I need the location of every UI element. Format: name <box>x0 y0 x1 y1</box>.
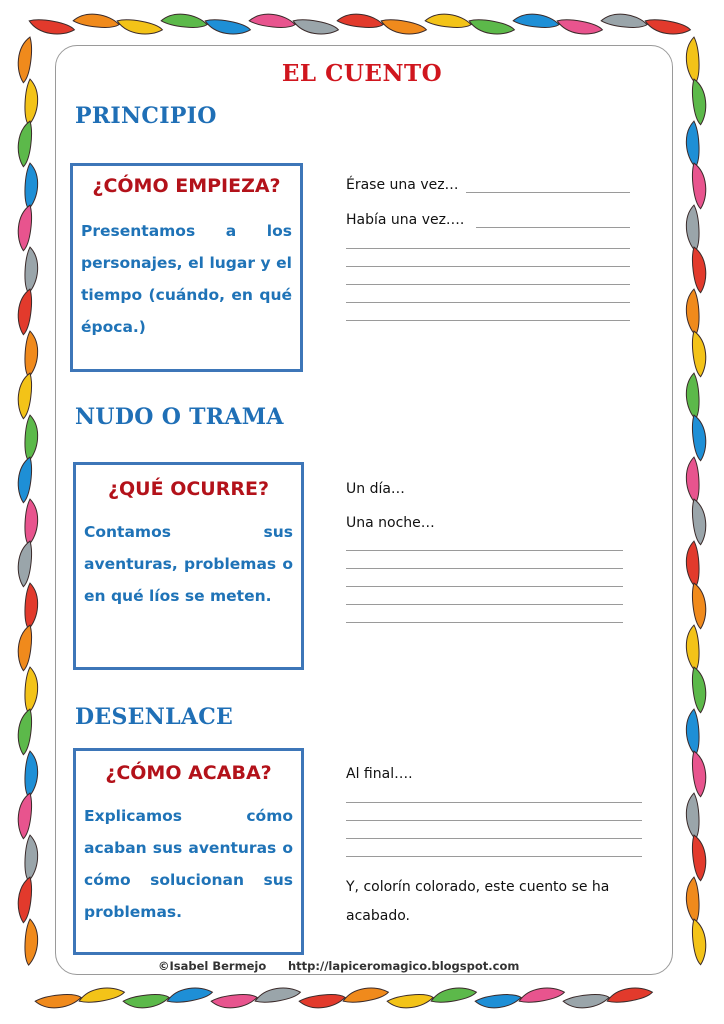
box-title-desenlace: ¿CÓMO ACABA? <box>105 762 272 784</box>
petal-shape <box>556 18 603 37</box>
petal-shape <box>684 877 700 924</box>
petal-shape <box>16 708 32 755</box>
box-title-nudo: ¿QUÉ OCURRE? <box>108 478 269 500</box>
writing-line <box>346 248 630 249</box>
petal-shape <box>116 18 163 37</box>
petal-shape <box>23 751 39 798</box>
petal-shape <box>23 919 39 966</box>
section-heading-nudo: NUDO O TRAMA <box>75 404 284 430</box>
petal-shape <box>691 666 707 713</box>
writing-line <box>346 568 623 569</box>
petal-shape <box>23 247 39 294</box>
petal-shape <box>23 667 39 714</box>
petal-shape <box>211 992 258 1011</box>
prompt-al-final: Al final…. <box>346 766 413 782</box>
petal-shape <box>684 793 700 840</box>
petal-shape <box>691 162 707 209</box>
writing-line <box>476 227 630 228</box>
petal-shape <box>425 11 472 30</box>
petal-shape <box>16 204 32 251</box>
petal-shape <box>691 582 707 629</box>
petal-shape <box>249 11 296 30</box>
petal-shape <box>16 792 32 839</box>
petal-shape <box>691 918 707 965</box>
petal-shape <box>563 992 610 1011</box>
petal-shape <box>684 289 700 336</box>
petal-shape <box>691 750 707 797</box>
petal-shape <box>23 835 39 882</box>
petal-shape <box>166 985 213 1004</box>
petal-shape <box>23 163 39 210</box>
petal-shape <box>204 18 251 37</box>
writing-line <box>346 622 623 623</box>
petal-shape <box>430 985 477 1004</box>
petal-shape <box>380 18 427 37</box>
petal-shape <box>684 457 700 504</box>
prompt-una-noche: Una noche… <box>346 515 435 531</box>
petal-shape <box>23 331 39 378</box>
writing-line <box>466 192 630 193</box>
box-desenlace <box>73 748 304 955</box>
petal-shape <box>35 992 82 1011</box>
petal-shape <box>387 992 434 1011</box>
petal-shape <box>16 120 32 167</box>
petal-shape <box>123 992 170 1011</box>
petal-shape <box>16 456 32 503</box>
petal-shape <box>468 18 515 37</box>
petal-shape <box>16 288 32 335</box>
petal-shape <box>161 11 208 30</box>
petal-shape <box>23 583 39 630</box>
petal-shape <box>513 11 560 30</box>
box-title-principio: ¿CÓMO EMPIEZA? <box>92 175 281 197</box>
petal-shape <box>644 18 691 37</box>
box-nudo <box>73 462 304 670</box>
writing-line <box>346 266 630 267</box>
prompt-un-dia: Un día… <box>346 481 405 497</box>
footer-url[interactable]: http://lapiceromagico.blogspot.com <box>288 959 520 973</box>
writing-line <box>346 550 623 551</box>
box-text-nudo: Contamos sus aventuras, problemas o en qué líos se meten. <box>84 523 293 605</box>
petal-shape <box>16 540 32 587</box>
section-heading-desenlace: DESENLACE <box>75 704 234 730</box>
petal-shape <box>691 246 707 293</box>
petal-shape <box>684 709 700 756</box>
petal-shape <box>684 373 700 420</box>
petal-shape <box>691 330 707 377</box>
petal-shape <box>606 985 653 1004</box>
petal-shape <box>342 985 389 1004</box>
section-heading-principio: PRINCIPIO <box>75 103 217 129</box>
writing-line <box>346 820 642 821</box>
petal-shape <box>684 625 700 672</box>
petal-shape <box>518 985 565 1004</box>
writing-line <box>346 302 630 303</box>
petal-shape <box>684 541 700 588</box>
petal-shape <box>691 834 707 881</box>
petal-shape <box>23 415 39 462</box>
petal-shape <box>78 985 125 1004</box>
petal-shape <box>684 205 700 252</box>
box-text-principio: Presentamos a los personajes, el lugar y el tiempo (cuándo, en qué época.) <box>81 222 292 336</box>
petal-shape <box>254 985 301 1004</box>
writing-line <box>346 802 642 803</box>
writing-line <box>346 838 642 839</box>
petal-shape <box>337 11 384 30</box>
box-text-desenlace: Explicamos cómo acaban sus aventuras o cómo solucionan sus problemas. <box>84 807 293 921</box>
writing-line <box>346 856 642 857</box>
closing-sentence: Y, colorín colorado, este cuento se ha acabado. <box>346 879 610 924</box>
petal-shape <box>28 18 75 37</box>
box-principio <box>70 163 303 372</box>
petal-shape <box>299 992 346 1011</box>
petal-shape <box>23 499 39 546</box>
writing-line <box>346 604 623 605</box>
petal-shape <box>16 624 32 671</box>
prompt-habia-una-vez: Había una vez…. <box>346 212 465 228</box>
petal-shape <box>16 372 32 419</box>
petal-shape <box>292 18 339 37</box>
petal-shape <box>601 11 648 30</box>
writing-line <box>346 586 623 587</box>
petal-shape <box>691 414 707 461</box>
page-title: EL CUENTO <box>281 60 443 87</box>
petal-shape <box>691 498 707 545</box>
petal-shape <box>73 11 120 30</box>
writing-line <box>346 320 630 321</box>
prompt-erase-una-vez: Érase una vez… <box>346 177 459 193</box>
petal-shape <box>684 121 700 168</box>
writing-line <box>346 284 630 285</box>
petal-shape <box>475 992 522 1011</box>
petal-shape <box>16 876 32 923</box>
footer-author: ©Isabel Bermejo <box>158 959 267 973</box>
